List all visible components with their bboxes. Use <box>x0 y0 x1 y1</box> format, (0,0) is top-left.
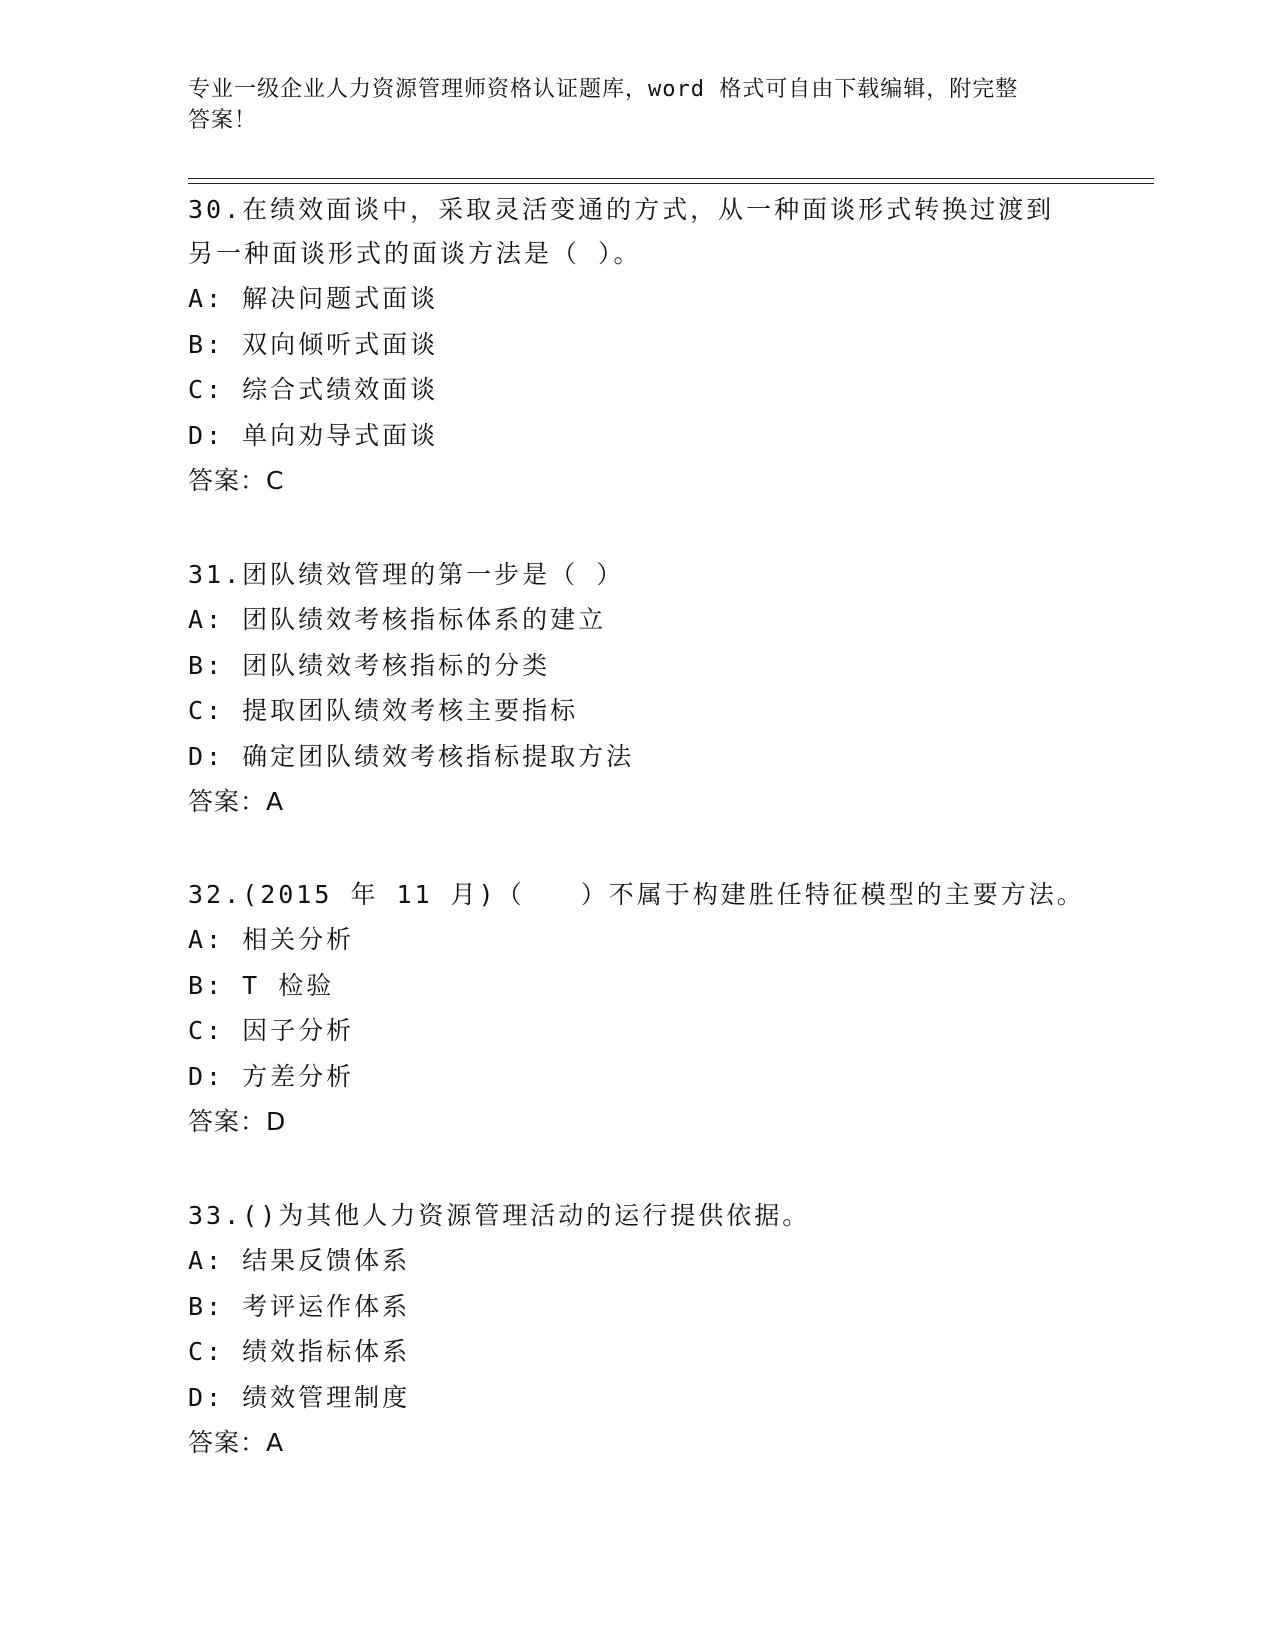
option-d: D: 绩效管理制度 <box>188 1382 411 1412</box>
option-c: C: 因子分析 <box>188 1016 355 1045</box>
question-stem: 30.在绩效面谈中，采取灵活变通的方式，从一种面谈形式转换过渡到 <box>188 195 1055 224</box>
question-stem: 33.()为其他人力资源管理活动的运行提供依据。 <box>188 1201 811 1230</box>
document-header <box>188 74 1088 136</box>
option-c: C: 综合式绩效面谈 <box>188 375 439 404</box>
answer-line: 答案：A <box>188 1428 285 1457</box>
option-c: C: 绩效指标体系 <box>188 1337 411 1366</box>
option-a: A: 相关分析 <box>188 925 355 954</box>
option-d: D: 单向劝导式面谈 <box>188 420 439 450</box>
question-stem: 32.(2015 年 11 月)（ ）不属于构建胜任特征模型的主要方法。 <box>188 880 1085 909</box>
header-divider-bottom <box>188 183 1154 184</box>
option-b: B: 考评运作体系 <box>188 1291 411 1321</box>
option-a: A: 结果反馈体系 <box>188 1246 411 1275</box>
header-divider-top <box>188 178 1154 179</box>
question-stem: 31.团队绩效管理的第一步是（ ） <box>188 560 625 589</box>
option-d: D: 方差分析 <box>188 1061 355 1091</box>
question-31 <box>188 553 1088 825</box>
option-c: C: 提取团队绩效考核主要指标 <box>188 696 579 725</box>
answer-line: 答案：C <box>188 466 285 495</box>
option-b: B: T 检验 <box>188 970 335 1000</box>
option-b: B: 双向倾听式面谈 <box>188 329 439 359</box>
answer-line: 答案：A <box>188 787 285 816</box>
option-a: A: 团队绩效考核指标体系的建立 <box>188 605 607 634</box>
question-33 <box>188 1194 1088 1466</box>
header-line-2: 答案！ <box>188 108 258 133</box>
option-b: B: 团队绩效考核指标的分类 <box>188 650 551 680</box>
question-30 <box>188 188 1088 504</box>
question-stem-continued: 另一种面谈形式的面谈方法是（ ）。 <box>188 239 642 268</box>
question-32 <box>188 873 1088 1145</box>
answer-line: 答案：D <box>188 1107 287 1136</box>
header-line-1: 专业一级企业人力资源管理师资格认证题库，word 格式可自由下载编辑，附完整 <box>188 77 1019 102</box>
option-a: A: 解决问题式面谈 <box>188 284 439 313</box>
option-d: D: 确定团队绩效考核指标提取方法 <box>188 741 635 771</box>
